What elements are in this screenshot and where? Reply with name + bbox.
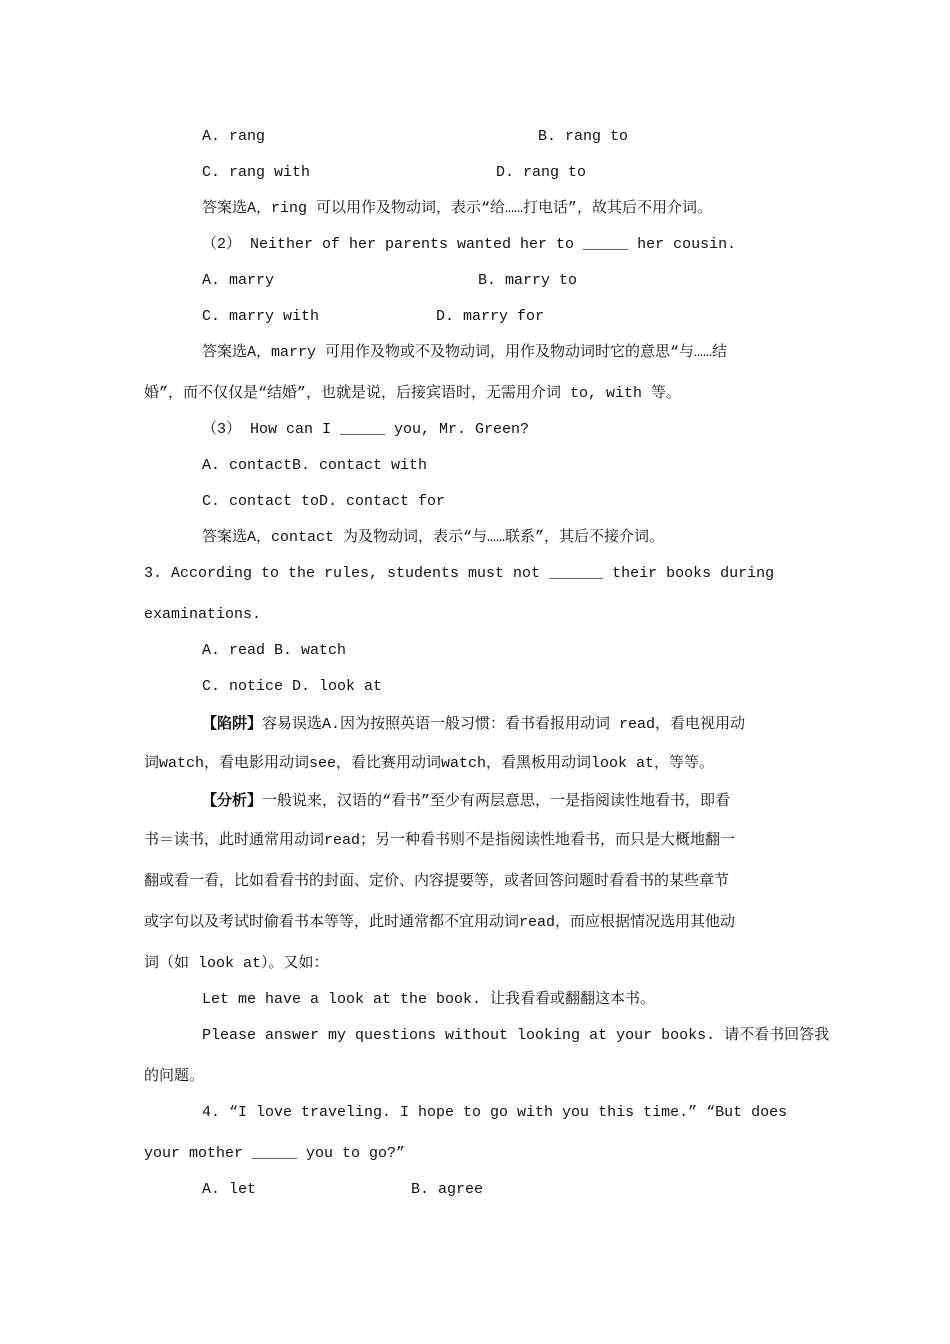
question-stem: （3） How can I _____ you, Mr. Green? [202,421,530,438]
trap-label: 【陷阱】 [202,714,263,732]
analysis-text: 或字句以及考试时偷看书本等等，此时通常都不宜用动词read，而应根据情况选用其他动 [144,914,736,931]
answer-text: 答案选A，marry 可用作及物或不及物动词，用作及物动词时它的意思“与……结 [202,344,728,361]
question-stem: 3. According to the rules, students must not ______ their books during [144,565,775,582]
trap-paragraph [202,713,745,735]
trap-text: 词watch，看电影用动词see，看比赛用动词watch，看黑板用动词look at，等等。 [144,755,715,772]
question-stem: 4. “I love traveling. I hope to go with you this time.” “But does [202,1104,788,1121]
analysis-text: 词（如 look at）。又如： [144,955,329,972]
analysis-text: 翻或看一看，比如看看书的封面、定价、内容提要等，或者回答问题时看看书的某些章节 [144,873,730,890]
question-stem: examinations. [144,606,262,623]
example-sentence: Please answer my questions without looking at your books. 请不看书回答我 [202,1027,830,1044]
option-a: A. let [202,1181,257,1198]
option-a: A. marry [202,272,275,289]
option-c: C. marry with [202,308,320,325]
answer-text: 答案选A，contact 为及物动词，表示“与……联系”，其后不接介词。 [202,529,665,546]
analysis-text: 书＝读书，此时通常用动词read；另一种看书则不是指阅读性地看书，而只是大概地翻一 [144,832,736,849]
option-c: C. rang with [202,164,311,181]
question-stem: your mother _____ you to go?” [144,1145,406,1162]
example-sentence: Let me have a look at the book. 让我看看或翻翻这本书。 [202,991,656,1008]
option-b: B. agree [411,1181,484,1198]
answer-text: 答案选A，ring 可以用作及物动词，表示“给……打电话”，故其后不用介词。 [202,200,713,217]
options-ab: A. contactB. contact with [202,457,428,474]
option-d: D. rang to [496,164,587,181]
example-sentence: 的问题。 [144,1068,205,1085]
analysis-label: 【分析】 [202,791,263,809]
analysis-text: 一般说来，汉语的“看书”至少有两层意思，一是指阅读性地看书，即看 [262,793,731,810]
question-stem: （2） Neither of her parents wanted her to _____ her cousin. [202,236,737,253]
analysis-paragraph [202,790,730,812]
answer-text: 婚”，而不仅仅是“结婚”，也就是说，后接宾语时，无需用介词 to, with 等。 [144,385,682,402]
option-b: B. rang to [538,128,629,145]
options-cd: C. contact toD. contact for [202,493,446,510]
options-cd: C. notice D. look at [202,678,383,695]
options-ab: A. read B. watch [202,642,347,659]
option-d: D. marry for [436,308,545,325]
trap-text: 容易误选A.因为按照英语一般习惯：看书看报用动词 read，看电视用动 [262,716,746,733]
option-a: A. rang [202,128,266,145]
option-b: B. marry to [478,272,578,289]
